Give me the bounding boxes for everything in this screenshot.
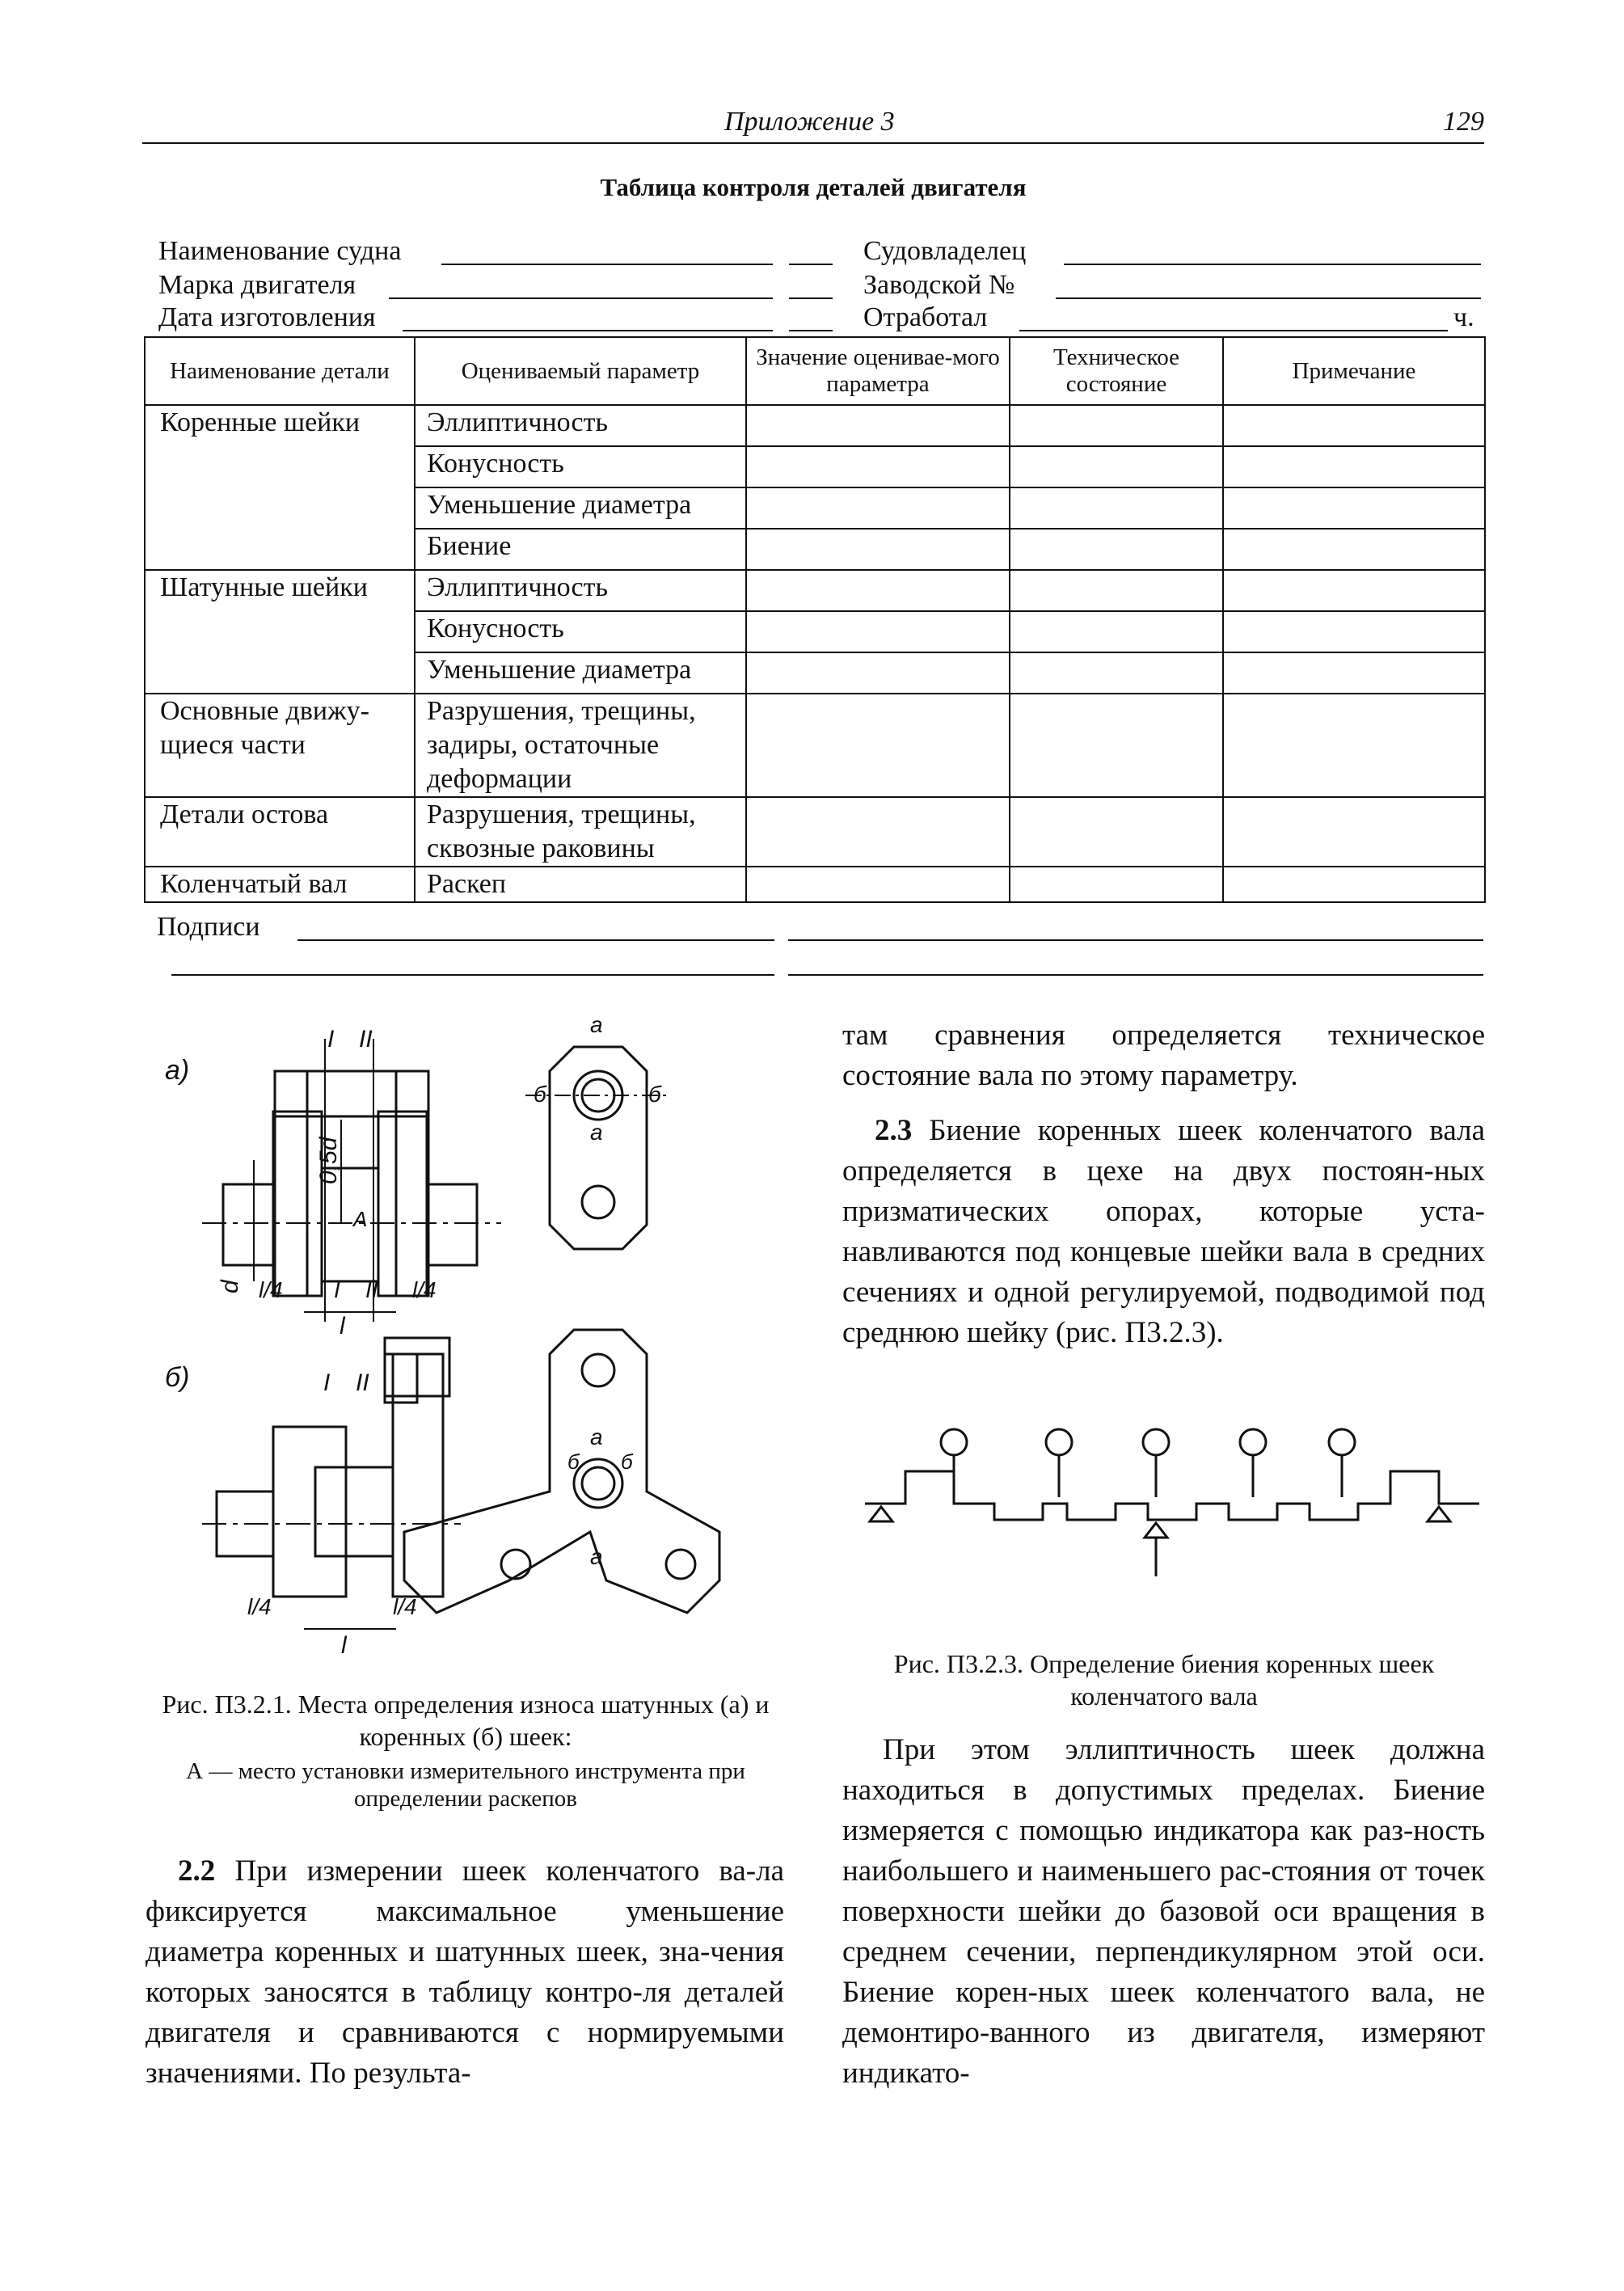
point-b-label: б — [648, 1082, 661, 1107]
part-cell: Основные движу-щиеся части — [145, 694, 415, 797]
worked-field[interactable] — [1019, 330, 1448, 331]
quarter-length-label: l/4 — [247, 1594, 272, 1619]
fig1-note: А — место установки измерительного инструмента при определении раскепов — [186, 1758, 745, 1812]
left-body-text — [146, 1851, 784, 2094]
signatures-label: Подписи — [157, 912, 260, 942]
note-cell[interactable] — [1223, 570, 1485, 611]
value-cell[interactable] — [746, 797, 1010, 867]
table-title: Таблица контроля деталей двигателя — [600, 173, 1027, 201]
hours-label: ч. — [1453, 302, 1474, 332]
note-cell[interactable] — [1223, 694, 1485, 797]
state-cell[interactable] — [1010, 405, 1223, 446]
param-cell: Конусность — [415, 611, 746, 652]
page-number: 129 — [1443, 107, 1484, 137]
value-cell[interactable] — [746, 694, 1010, 797]
length-label: l — [340, 1313, 345, 1340]
point-A-label: A — [353, 1207, 368, 1231]
table-row — [145, 694, 1485, 797]
date-label: Дата изготовления — [158, 302, 376, 332]
part-cell: Коленчатый вал — [145, 867, 415, 902]
table-row — [145, 867, 1485, 902]
note-cell[interactable] — [1223, 529, 1485, 570]
value-cell[interactable] — [746, 487, 1010, 529]
param-cell: Разрушения, трещины, задиры, остаточные деформации — [415, 694, 746, 797]
point-a-label: а — [590, 1424, 603, 1449]
form-row-engine — [158, 270, 1484, 302]
paragraph-continued: там сравнения определяется техническое состояние вала по этому параметру. — [842, 1019, 1485, 1092]
engine-label: Марка двигателя — [158, 270, 356, 300]
point-a-label: а — [590, 1544, 603, 1569]
diameter-label: d — [217, 1280, 243, 1293]
param-cell: Раскеп — [415, 867, 746, 902]
state-cell[interactable] — [1010, 487, 1223, 529]
worked-label: Отработал — [863, 302, 988, 332]
section-number: 2.2 — [178, 1854, 216, 1888]
length-label: l — [341, 1632, 347, 1659]
table-row — [145, 797, 1485, 867]
date-field[interactable] — [403, 330, 773, 331]
quarter-length-label: l/4 — [259, 1277, 283, 1302]
signature-line[interactable] — [788, 939, 1483, 941]
half-diameter-label: 0,5d — [315, 1137, 342, 1184]
owner-label: Судовладелец — [863, 236, 1027, 266]
vessel-field[interactable] — [441, 264, 773, 265]
param-cell: Конусность — [415, 446, 746, 487]
col-param: Оцениваемый параметр — [415, 337, 746, 405]
param-cell: Эллиптичность — [415, 570, 746, 611]
section-II-label: II — [356, 1369, 369, 1396]
serial-field[interactable] — [1056, 297, 1481, 299]
col-value: Значение оценивае-мого параметра — [746, 337, 1010, 405]
control-table — [144, 336, 1486, 903]
table-row — [145, 405, 1485, 446]
paragraph-2-2: При измерении шеек коленчатого ва-ла фиксируется максимальное уменьшение диаметра коренных и шатунных шеек, зна-чения которых заносятся в таблицу контро-ля деталей двигателя и сравниваются с нормируемыми значениями. По результа- — [146, 1854, 784, 2090]
section-I-label: I — [323, 1369, 331, 1396]
quarter-length-label: l/4 — [393, 1594, 417, 1619]
table-row — [145, 570, 1485, 611]
crankshaft-wear-figure — [154, 1015, 792, 1677]
col-note: Примечание — [1223, 337, 1485, 405]
signature-line[interactable] — [171, 974, 774, 976]
note-cell[interactable] — [1223, 867, 1485, 902]
value-cell[interactable] — [746, 867, 1010, 902]
serial-label: Заводской № — [863, 270, 1015, 300]
running-header — [142, 107, 1484, 144]
state-cell[interactable] — [1010, 611, 1223, 652]
right-body-text — [842, 1015, 1485, 1353]
section-II-label: II — [359, 1026, 373, 1053]
note-cell[interactable] — [1223, 611, 1485, 652]
value-cell[interactable] — [746, 405, 1010, 446]
state-cell[interactable] — [1010, 652, 1223, 694]
note-cell[interactable] — [1223, 487, 1485, 529]
param-cell: Биение — [415, 529, 746, 570]
note-cell[interactable] — [1223, 405, 1485, 446]
section-II-label: II — [365, 1277, 378, 1302]
signature-line[interactable] — [788, 974, 1483, 976]
part-cell: Шатунные шейки — [145, 570, 415, 694]
param-cell: Разрушения, трещины, сквозные раковины — [415, 797, 746, 867]
state-cell[interactable] — [1010, 694, 1223, 797]
owner-field[interactable] — [1064, 264, 1481, 265]
quarter-length-label: l/4 — [412, 1277, 437, 1302]
note-cell[interactable] — [1223, 652, 1485, 694]
point-a-label: а — [590, 1120, 603, 1145]
form-row-date — [158, 302, 1484, 335]
value-cell[interactable] — [746, 446, 1010, 487]
point-b-label: б — [621, 1449, 633, 1474]
param-cell: Уменьшение диаметра — [415, 487, 746, 529]
point-b-label: б — [534, 1082, 546, 1107]
part-cell: Детали остова — [145, 797, 415, 867]
value-cell[interactable] — [746, 529, 1010, 570]
part-cell: Коренные шейки — [145, 405, 415, 570]
runout-measurement-figure — [857, 1423, 1487, 1633]
fig-label-a: а) — [165, 1055, 190, 1086]
state-cell[interactable] — [1010, 570, 1223, 611]
appendix-label: Приложение 3 — [724, 107, 895, 137]
state-cell[interactable] — [1010, 797, 1223, 867]
fig-label-b: б) — [165, 1362, 190, 1393]
fig2-caption: Рис. П3.2.3. Определение биения коренных шеек коленчатого вала — [893, 1649, 1435, 1711]
value-cell[interactable] — [746, 611, 1010, 652]
state-cell[interactable] — [1010, 446, 1223, 487]
value-cell[interactable] — [746, 570, 1010, 611]
value-cell[interactable] — [746, 652, 1010, 694]
section-number: 2.3 — [875, 1114, 913, 1147]
state-cell[interactable] — [1010, 867, 1223, 902]
signature-line[interactable] — [297, 939, 774, 941]
point-b-label: б — [567, 1449, 580, 1474]
paragraph-runout: При этом эллиптичность шеек должна находиться в допустимых пределах. Биение измеряется с помощью индикатора как раз-ность наибольшего и наименьшего рас-стояния от точек поверхности шейки до базовой оси вращения в среднем сечении, перпендикулярном этой оси. Биение корен-ных шеек коленчатого вала, не демонтиро-ванного из двигателя, измеряют индикато- — [842, 1733, 1485, 2090]
note-cell[interactable] — [1223, 446, 1485, 487]
fig1-caption: Рис. П3.2.1. Места определения износа шатунных (а) и коренных (б) шеек: — [162, 1690, 770, 1751]
engine-field[interactable] — [389, 297, 773, 299]
paragraph-2-3: Биение коренных шеек коленчатого вала определяется в цехе на двух постоян-ных призматических опорах, которые уста-навливаются под концевые шейки вала в средних сечениях и одной регулируемой, подводимой под среднюю шейку (рис. П3.2.3). — [842, 1114, 1485, 1349]
form-row-vessel — [158, 236, 1484, 268]
col-part: Наименование детали — [145, 337, 415, 405]
section-I-label: I — [327, 1026, 335, 1053]
param-cell: Эллиптичность — [415, 405, 746, 446]
vessel-label: Наименование судна — [158, 236, 402, 266]
col-state: Техническое состояние — [1010, 337, 1223, 405]
section-I-label: I — [334, 1277, 340, 1302]
table-header-row — [145, 337, 1485, 405]
state-cell[interactable] — [1010, 529, 1223, 570]
right-body-text-lower — [842, 1730, 1485, 2094]
point-a-label: а — [590, 1015, 603, 1037]
note-cell[interactable] — [1223, 797, 1485, 867]
param-cell: Уменьшение диаметра — [415, 652, 746, 694]
